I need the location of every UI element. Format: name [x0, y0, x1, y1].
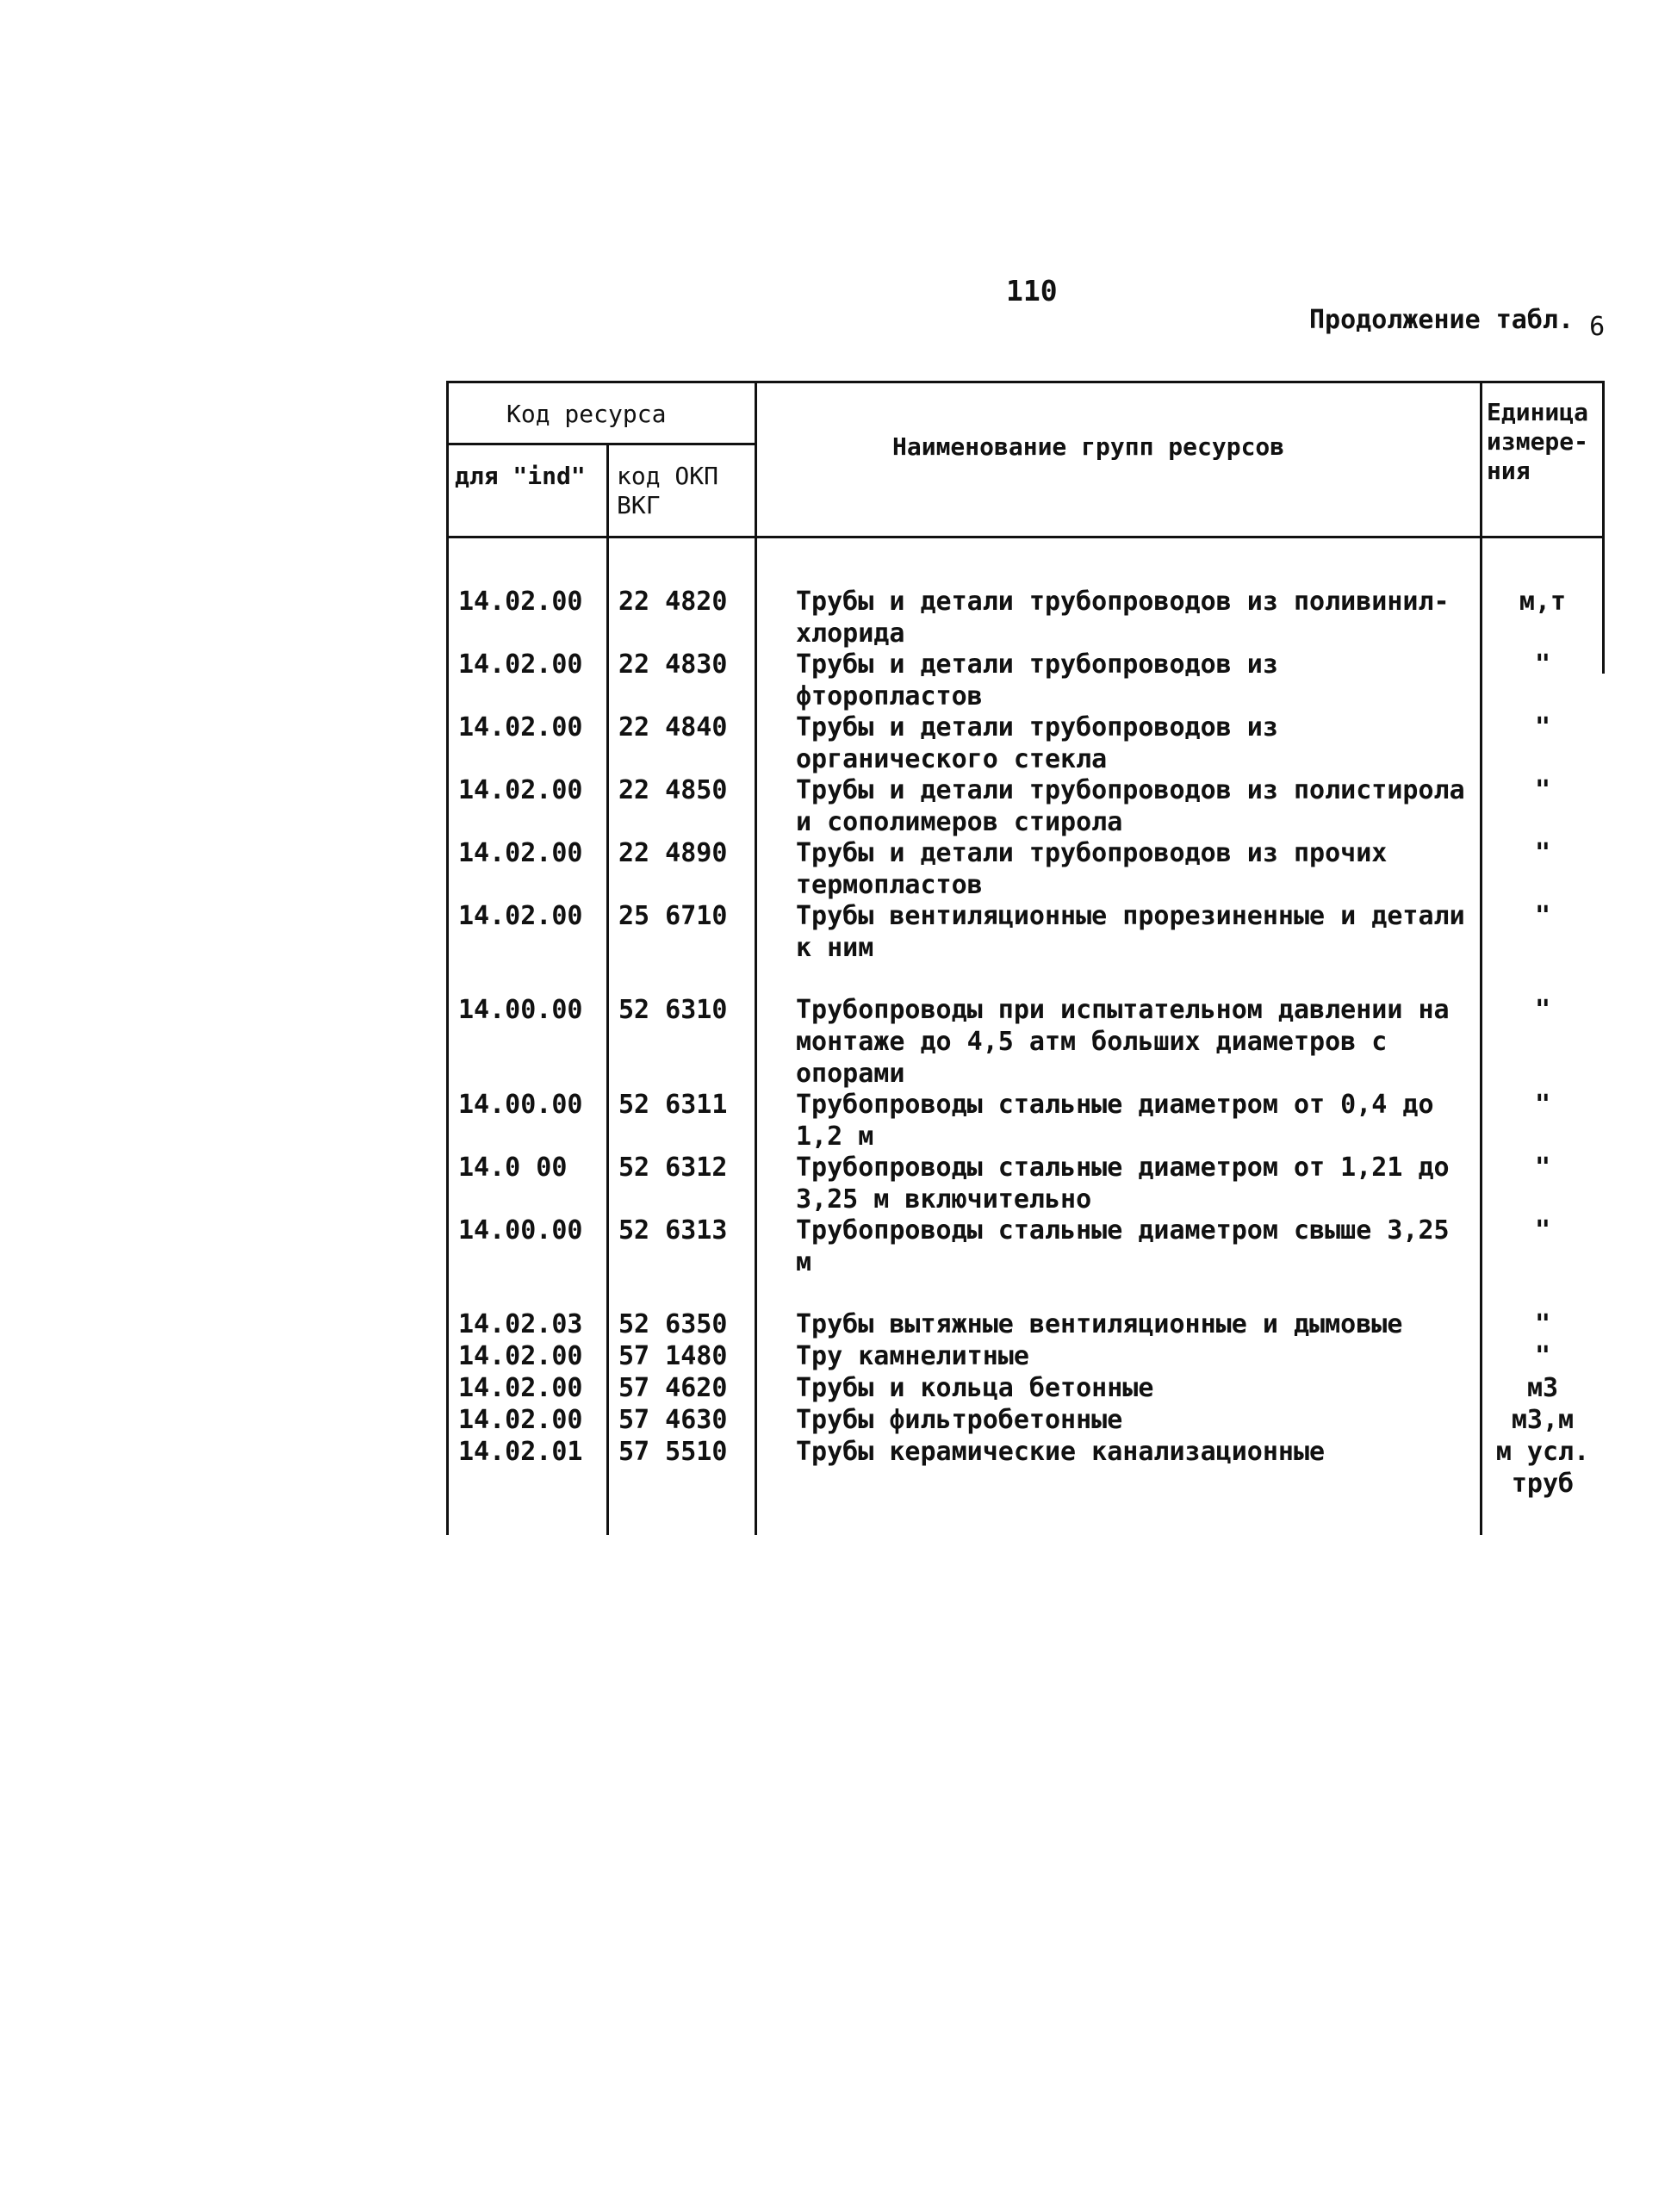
- row-unit: ": [1534, 1153, 1551, 1183]
- header-resource-code: Код ресурса: [506, 400, 667, 428]
- row-ind-code: 14.02.00: [458, 712, 583, 743]
- row-okp-code: 57 4630: [618, 1405, 728, 1435]
- header-bottom-border: [446, 536, 1605, 538]
- row-name: Трубопроводы при испытательном давлении на монтаже до 4,5 атм больших диаметров с опорами: [796, 995, 1450, 1089]
- row-name: Трубы и детали трубопроводов из фторопластов: [796, 649, 1278, 711]
- row-okp-code: 52 6310: [618, 995, 728, 1025]
- row-okp-code: 22 4890: [618, 838, 728, 868]
- continuation-table-number: 6: [1589, 312, 1606, 342]
- row-okp-code: 22 4830: [618, 649, 728, 680]
- row-unit: ": [1534, 1215, 1551, 1246]
- row-okp-code: 52 6312: [618, 1153, 728, 1183]
- row-unit: м3,м: [1511, 1405, 1575, 1435]
- row-name: Трубы и детали трубопроводов из прочих термопластов: [796, 838, 1388, 900]
- row-ind-code: 14.00.00: [458, 995, 583, 1025]
- row-ind-code: 14.0 00: [458, 1153, 568, 1183]
- continuation-text: Продолжение табл.: [1309, 305, 1575, 335]
- row-ind-code: 14.02.03: [458, 1309, 583, 1339]
- row-unit: ": [1534, 995, 1551, 1025]
- row-name: Трубопроводы стальные диаметром свыше 3,25 м: [796, 1215, 1450, 1277]
- table-right-border: [1602, 381, 1605, 674]
- header-col-okp-line1: код ОКП: [617, 462, 719, 490]
- table-left-border: [446, 381, 449, 1535]
- row-name: Трубы и детали трубопроводов из поливинил-хлорида: [796, 587, 1450, 649]
- table-divider-name: [1480, 381, 1482, 1535]
- header-col-unit-line2: измере-: [1487, 427, 1589, 456]
- header-col-unit-line3: ния: [1487, 457, 1531, 485]
- row-okp-code: 22 4850: [618, 775, 728, 805]
- row-ind-code: 14.00.00: [458, 1215, 583, 1246]
- row-unit: м3: [1526, 1373, 1559, 1403]
- row-ind-code: 14.02.00: [458, 838, 583, 868]
- row-okp-code: 52 6311: [618, 1090, 728, 1120]
- row-okp-code: 52 6350: [618, 1309, 728, 1339]
- row-unit: ": [1534, 775, 1551, 805]
- row-unit: ": [1534, 712, 1551, 743]
- continuation-label: [1309, 305, 1606, 342]
- page-number: 110: [1006, 274, 1058, 308]
- row-okp-code: 22 4820: [618, 587, 728, 617]
- header-col-okp-line2: ВКГ: [617, 491, 661, 519]
- row-ind-code: 14.02.00: [458, 1341, 583, 1371]
- row-unit: ": [1534, 649, 1551, 680]
- row-name: Тру камнелитные: [796, 1341, 1029, 1371]
- row-name: Трубопроводы стальные диаметром от 0,4 до 1,2 м: [796, 1090, 1434, 1152]
- row-unit: ": [1534, 838, 1551, 868]
- row-name: Трубы керамические канализационные: [796, 1437, 1326, 1467]
- row-name: Трубы вытяжные вентиляционные и дымовые: [796, 1309, 1403, 1339]
- row-okp-code: 22 4840: [618, 712, 728, 743]
- row-unit: ": [1534, 1090, 1551, 1120]
- row-ind-code: 14.02.00: [458, 1405, 583, 1435]
- row-okp-code: 25 6710: [618, 901, 728, 931]
- header-col-name: Наименование групп ресурсов: [892, 432, 1285, 461]
- header-col-ind: для "ind": [455, 462, 586, 490]
- row-name: Трубы и кольца бетонные: [796, 1373, 1154, 1403]
- row-ind-code: 14.00.00: [458, 1090, 583, 1120]
- row-name: Трубы и детали трубопроводов из органического стекла: [796, 712, 1278, 774]
- row-unit: ": [1534, 1341, 1551, 1371]
- row-okp-code: 57 4620: [618, 1373, 728, 1403]
- row-ind-code: 14.02.00: [458, 587, 583, 617]
- row-unit: ": [1534, 901, 1551, 931]
- row-name: Трубы фильтробетонные: [796, 1405, 1123, 1435]
- row-ind-code: 14.02.00: [458, 775, 583, 805]
- table-top-border: [446, 381, 1605, 383]
- header-col-unit-line1: Единица: [1487, 398, 1589, 426]
- header-col-okp: [617, 462, 718, 520]
- row-unit: м,т: [1519, 587, 1567, 617]
- row-unit: м усл. труб: [1495, 1437, 1590, 1499]
- row-okp-code: 52 6313: [618, 1215, 728, 1246]
- row-okp-code: 57 1480: [618, 1341, 728, 1371]
- row-name: Трубопроводы стальные диаметром от 1,21 до 3,25 м включительно: [796, 1153, 1450, 1215]
- row-ind-code: 14.02.01: [458, 1437, 583, 1467]
- row-ind-code: 14.02.00: [458, 1373, 583, 1403]
- row-okp-code: 57 5510: [618, 1437, 728, 1467]
- header-col-unit: [1487, 398, 1588, 486]
- row-name: Трубы вентиляционные прорезиненные и детали к ним: [796, 901, 1465, 963]
- row-ind-code: 14.02.00: [458, 901, 583, 931]
- row-ind-code: 14.02.00: [458, 649, 583, 680]
- resource-table: [446, 381, 1606, 1535]
- header-subdivider: [446, 443, 755, 445]
- row-name: Трубы и детали трубопроводов из полистирола и сополимеров стирола: [796, 775, 1465, 837]
- row-unit: ": [1534, 1309, 1551, 1339]
